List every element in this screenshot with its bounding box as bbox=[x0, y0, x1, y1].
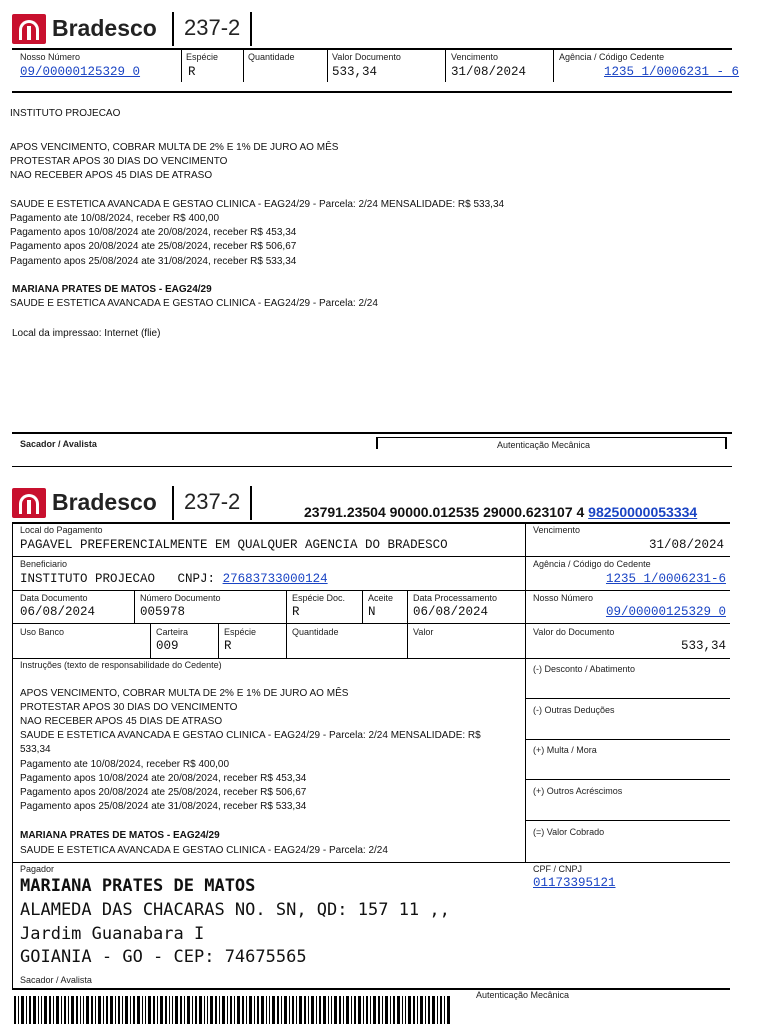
receipt-detail-1: SAUDE E ESTETICA AVANCADA E GESTAO CLINICA - EAG24/29 - Parcela: 2/24 MENSALIDADE: R$ 533,34 bbox=[10, 199, 505, 210]
instrucao-8: Pagamento apos 20/08/2024 ate 25/08/2024, receber R$ 506,67 bbox=[20, 787, 307, 798]
digitable-line-link[interactable]: 98250000053334 bbox=[588, 504, 698, 520]
instrucao-6: Pagamento ate 10/08/2024, receber R$ 400,00 bbox=[20, 759, 230, 770]
data-processamento-label: Data Processamento bbox=[413, 593, 498, 603]
aceite-label: Aceite bbox=[368, 593, 394, 603]
local-pagamento-label: Local do Pagamento bbox=[20, 525, 103, 535]
outras-deducoes-label: (-) Outras Deduções bbox=[533, 705, 615, 715]
bank-name: Bradesco bbox=[52, 15, 157, 41]
instrucao-3: NAO RECEBER APOS 45 DIAS DE ATRASO bbox=[20, 716, 223, 727]
pagador-label: Pagador bbox=[20, 864, 55, 874]
instrucao-1: APOS VENCIMENTO, COBRAR MULTA DE 2% E 1% DE JURO AO MÊS bbox=[20, 688, 349, 699]
sacador-label: Sacador / Avalista bbox=[20, 975, 92, 985]
receipt-nosso-numero[interactable]: 09/00000125329 0 bbox=[20, 65, 141, 79]
receipt-vencimento: 31/08/2024 bbox=[451, 65, 527, 79]
bank-code-slip: 237-2 bbox=[184, 489, 241, 514]
receipt-detail-4: Pagamento apos 20/08/2024 ate 25/08/2024, receber R$ 506,67 bbox=[10, 241, 297, 252]
instrucoes-label: Instruções (texto de responsabilidade do Cedente) bbox=[20, 660, 222, 670]
vencimento-label: Vencimento bbox=[533, 525, 581, 535]
receipt-especie-label: Espécie bbox=[186, 52, 219, 62]
outros-acrescimos-label: (+) Outros Acréscimos bbox=[533, 786, 623, 796]
nosso-numero-label: Nosso Número bbox=[533, 593, 594, 603]
receipt-agencia[interactable]: 1235 1/0006231 - 6 bbox=[604, 65, 740, 79]
beneficiario-value bbox=[20, 572, 328, 586]
receipt-valor-label: Valor Documento bbox=[332, 52, 401, 62]
receipt-agencia-label: Agência / Código Cedente bbox=[559, 52, 665, 62]
agencia-link[interactable]: 1235 1/0006231-6 bbox=[605, 572, 726, 586]
receipt-beneficiary: INSTITUTO PROJECAO bbox=[10, 108, 121, 119]
bank-name-slip: Bradesco bbox=[52, 489, 157, 515]
numero-documento-label: Número Documento bbox=[140, 593, 221, 603]
digitable-line-prefix: 23791.23504 90000.012535 29000.623107 4 bbox=[304, 504, 585, 520]
digitable-line bbox=[304, 504, 697, 520]
data-documento-label: Data Documento bbox=[20, 593, 88, 603]
cnpj-label: CNPJ: bbox=[177, 572, 216, 586]
data-documento: 06/08/2024 bbox=[20, 605, 96, 619]
receipt-detail-5: Pagamento apos 25/08/2024 ate 31/08/2024, receber R$ 533,34 bbox=[10, 256, 297, 267]
cpf-label: CPF / CNPJ bbox=[533, 864, 583, 874]
receipt-instruction-1: APOS VENCIMENTO, COBRAR MULTA DE 2% E 1% DE JURO AO MÊS bbox=[10, 142, 339, 153]
barcode bbox=[14, 996, 454, 1024]
receipt-instruction-3: NAO RECEBER APOS 45 DIAS DE ATRASO bbox=[10, 170, 213, 181]
receipt-nosso-numero-label: Nosso Número bbox=[20, 52, 81, 62]
beneficiario-label: Beneficiario bbox=[20, 559, 68, 569]
valor-documento: 533,34 bbox=[680, 639, 726, 653]
numero-documento: 005978 bbox=[140, 605, 186, 619]
receipt-print-location: Local da impressao: Internet (flie) bbox=[12, 328, 161, 339]
valor-label: Valor bbox=[413, 627, 434, 637]
receipt-detail-2: Pagamento ate 10/08/2024, receber R$ 400,00 bbox=[10, 213, 220, 224]
bradesco-tree-icon bbox=[12, 488, 46, 518]
instrucao-4: SAUDE E ESTETICA AVANCADA E GESTAO CLINICA - EAG24/29 - Parcela: 2/24 MENSALIDADE: R$ bbox=[20, 730, 481, 741]
cnpj-link[interactable]: 27683733000124 bbox=[222, 572, 328, 586]
receipt-detail-3: Pagamento apos 10/08/2024 ate 20/08/2024, receber R$ 453,34 bbox=[10, 227, 297, 238]
pagador-name: MARIANA PRATES DE MATOS bbox=[20, 876, 256, 896]
carteira-label: Carteira bbox=[156, 627, 189, 637]
multa-mora-label: (+) Multa / Mora bbox=[533, 745, 597, 755]
receipt-instruction-2: PROTESTAR APOS 30 DIAS DO VENCIMENTO bbox=[10, 156, 228, 167]
payer-line: MARIANA PRATES DE MATOS - EAG24/29 bbox=[20, 830, 220, 841]
autenticacao-label: Autenticação Mecânica bbox=[476, 990, 570, 1000]
aceite: N bbox=[368, 605, 376, 619]
especie: R bbox=[224, 639, 232, 653]
receipt-vencimento-label: Vencimento bbox=[451, 52, 499, 62]
payer-course: SAUDE E ESTETICA AVANCADA E GESTAO CLINICA - EAG24/29 - Parcela: 2/24 bbox=[20, 845, 388, 856]
nosso-numero-link[interactable]: 09/00000125329 0 bbox=[605, 605, 726, 619]
bradesco-logo-slip bbox=[12, 488, 46, 518]
instrucao-5: 533,34 bbox=[20, 744, 51, 755]
bank-code: 237-2 bbox=[184, 15, 241, 40]
receipt-valor: 533,34 bbox=[332, 65, 378, 79]
bradesco-tree-icon bbox=[12, 14, 46, 44]
especie-label: Espécie bbox=[224, 627, 257, 637]
instrucao-2: PROTESTAR APOS 30 DIAS DO VENCIMENTO bbox=[20, 702, 238, 713]
desconto-label: (-) Desconto / Abatimento bbox=[533, 664, 636, 674]
pagador-address-3: GOIANIA - GO - CEP: 74675565 bbox=[20, 947, 307, 967]
receipt-payer-course: SAUDE E ESTETICA AVANCADA E GESTAO CLINICA - EAG24/29 - Parcela: 2/24 bbox=[10, 298, 378, 309]
beneficiario-name: INSTITUTO PROJECAO bbox=[20, 572, 156, 586]
quantidade-label: Quantidade bbox=[292, 627, 339, 637]
receipt-payer-name: MARIANA PRATES DE MATOS - EAG24/29 bbox=[12, 284, 212, 295]
valor-documento-label: Valor do Documento bbox=[533, 627, 615, 637]
especie-doc-label: Espécie Doc. bbox=[292, 593, 346, 603]
cpf-link[interactable]: 01173395121 bbox=[533, 876, 616, 890]
valor-cobrado-label: (=) Valor Cobrado bbox=[533, 827, 605, 837]
carteira: 009 bbox=[156, 639, 179, 653]
vencimento-value: 31/08/2024 bbox=[648, 538, 724, 552]
pagador-address-1: ALAMEDA DAS CHACARAS NO. SN, QD: 157 11 ,, bbox=[20, 900, 450, 920]
instrucao-9: Pagamento apos 25/08/2024 ate 31/08/2024, receber R$ 533,34 bbox=[20, 801, 307, 812]
uso-banco-label: Uso Banco bbox=[20, 627, 65, 637]
pagador-address-2: Jardim Guanabara I bbox=[20, 924, 205, 944]
receipt-sacador-label: Sacador / Avalista bbox=[20, 439, 97, 449]
receipt-especie: R bbox=[188, 65, 196, 79]
especie-doc: R bbox=[292, 605, 300, 619]
receipt-autenticacao-label: Autenticação Mecânica bbox=[497, 440, 591, 450]
data-processamento: 06/08/2024 bbox=[413, 605, 489, 619]
receipt-quantidade-label: Quantidade bbox=[248, 52, 295, 62]
agencia-label: Agência / Código do Cedente bbox=[533, 559, 651, 569]
bradesco-logo bbox=[12, 14, 46, 44]
local-pagamento: PAGAVEL PREFERENCIALMENTE EM QUALQUER AGENCIA DO BRADESCO bbox=[20, 538, 448, 552]
instrucao-7: Pagamento apos 10/08/2024 ate 20/08/2024, receber R$ 453,34 bbox=[20, 773, 307, 784]
